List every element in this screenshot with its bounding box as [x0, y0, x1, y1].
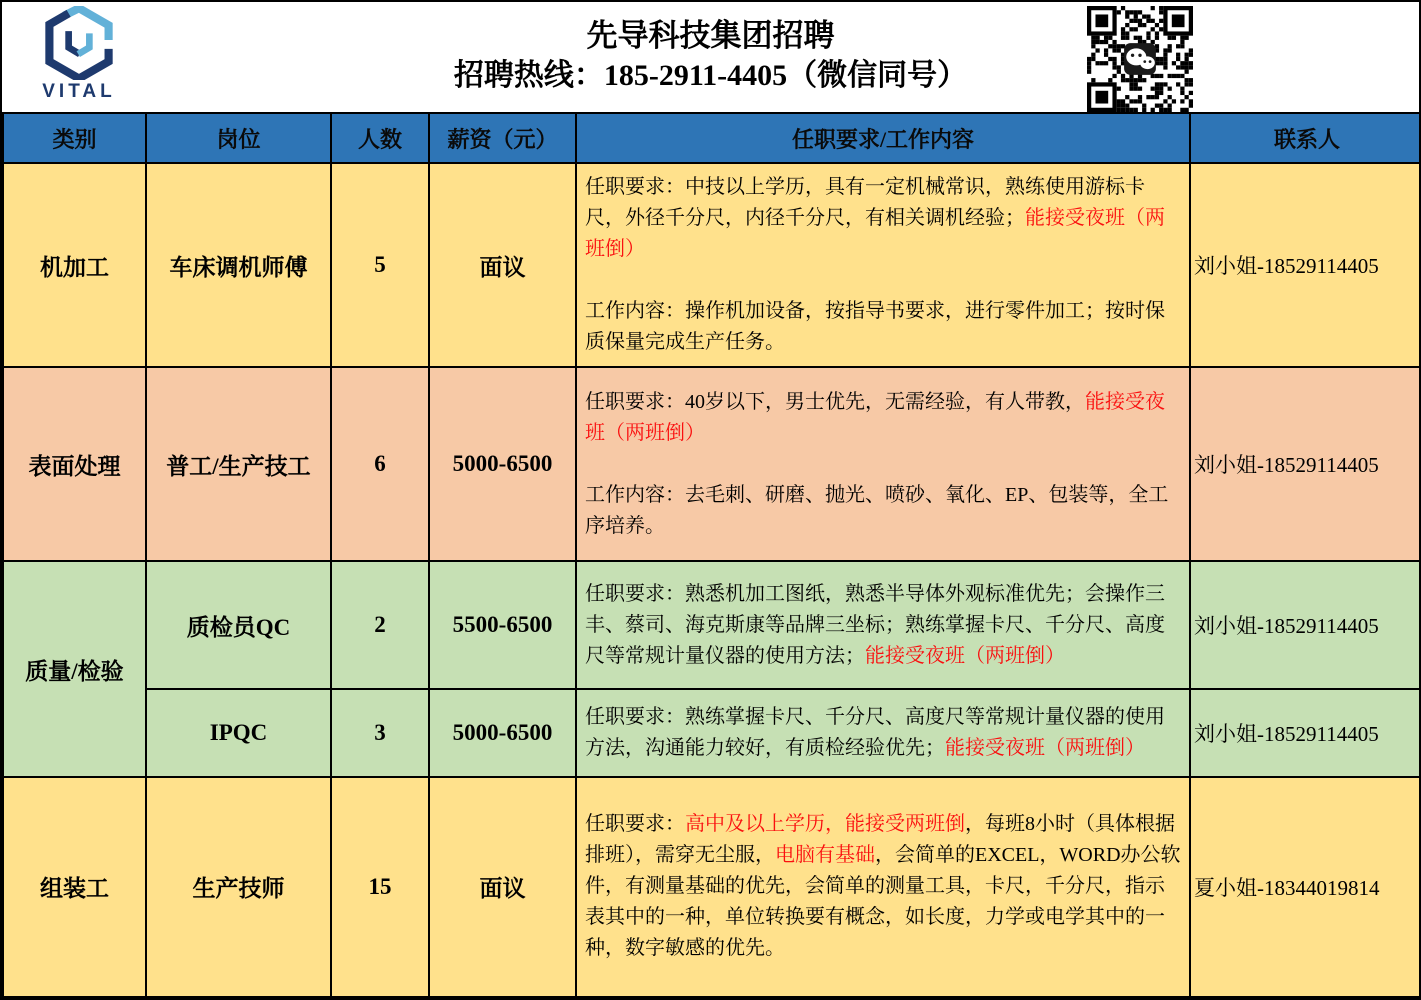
wechat-qr-code	[1087, 6, 1193, 112]
jobs-table	[2, 112, 1421, 1000]
col-header-salary: 薪资（元）	[429, 113, 576, 163]
title-block	[2, 16, 1419, 96]
salary-cell: 面议	[429, 163, 576, 367]
salary-cell: 5000-6500	[429, 367, 576, 561]
position-cell: 车床调机师傅	[146, 163, 331, 367]
col-header-category: 类别	[3, 113, 146, 163]
category-cell: 质量/检验	[3, 561, 146, 777]
position-cell: 生产技师	[146, 777, 331, 999]
position-cell: IPQC	[146, 689, 331, 777]
headcount-cell: 6	[331, 367, 429, 561]
table-row	[3, 163, 1421, 367]
contact-cell: 刘小姐-18529114405	[1190, 163, 1421, 367]
qr-code-icon	[1087, 6, 1193, 112]
position-cell: 质检员QC	[146, 561, 331, 689]
headcount-cell: 2	[331, 561, 429, 689]
table-header-row	[3, 113, 1421, 163]
contact-cell: 刘小姐-18529114405	[1190, 561, 1421, 689]
table-row	[3, 777, 1421, 999]
col-header-headcount: 人数	[331, 113, 429, 163]
headcount-cell: 3	[331, 689, 429, 777]
contact-cell: 夏小姐-18344019814	[1190, 777, 1421, 999]
salary-cell: 面议	[429, 777, 576, 999]
category-cell: 组装工	[3, 777, 146, 999]
page-header	[2, 2, 1419, 112]
col-header-contact: 联系人	[1190, 113, 1421, 163]
hotline-text: 招聘热线：185-2911-4405（微信同号）	[453, 59, 968, 92]
headcount-cell: 15	[331, 777, 429, 999]
salary-cell: 5500-6500	[429, 561, 576, 689]
requirements-cell: 任职要求：熟练掌握卡尺、千分尺、高度尺等常规计量仪器的使用方法，沟通能力较好，有质检经验优先；能接受夜班（两班倒）	[576, 689, 1190, 777]
table-row	[3, 689, 1421, 777]
page-title: 先导科技集团招聘	[586, 18, 835, 53]
position-cell: 普工/生产技工	[146, 367, 331, 561]
category-cell: 表面处理	[3, 367, 146, 561]
requirements-cell: 任职要求：高中及以上学历，能接受两班倒，每班8小时（具体根据排班），需穿无尘服，电脑有基础，会简单的EXCEL，WORD办公软件，有测量基础的优先，会简单的测量工具，卡尺，千分尺，指示表其中的一种，单位转换要有概念，如长度，力学或电学其中的一种，数字敏感的优先。	[576, 777, 1190, 999]
contact-cell: 刘小姐-18529114405	[1190, 689, 1421, 777]
salary-cell: 5000-6500	[429, 689, 576, 777]
requirements-cell: 任职要求：40岁以下，男士优先，无需经验，有人带教，能接受夜班（两班倒） 工作内容：去毛刺、研磨、抛光、喷砂、氧化、EP、包装等，全工序培养。	[576, 367, 1190, 561]
table-row	[3, 561, 1421, 689]
category-cell: 机加工	[3, 163, 146, 367]
requirements-cell: 任职要求：中技以上学历，具有一定机械常识，熟练使用游标卡尺，外径千分尺，内径千分尺，有相关调机经验；能接受夜班（两班倒） 工作内容：操作机加设备，按指导书要求，进行零件加工；按时保质保量完成生产任务。	[576, 163, 1190, 367]
logo-text: VITAL	[42, 81, 116, 102]
contact-cell: 刘小姐-18529114405	[1190, 367, 1421, 561]
table-row	[3, 367, 1421, 561]
col-header-position: 岗位	[146, 113, 331, 163]
requirements-cell: 任职要求：熟悉机加工图纸，熟悉半导体外观标准优先；会操作三丰、蔡司、海克斯康等品牌三坐标；熟练掌握卡尺、千分尺、高度尺等常规计量仪器的使用方法；能接受夜班（两班倒）	[576, 561, 1190, 689]
col-header-requirements: 任职要求/工作内容	[576, 113, 1190, 163]
headcount-cell: 5	[331, 163, 429, 367]
